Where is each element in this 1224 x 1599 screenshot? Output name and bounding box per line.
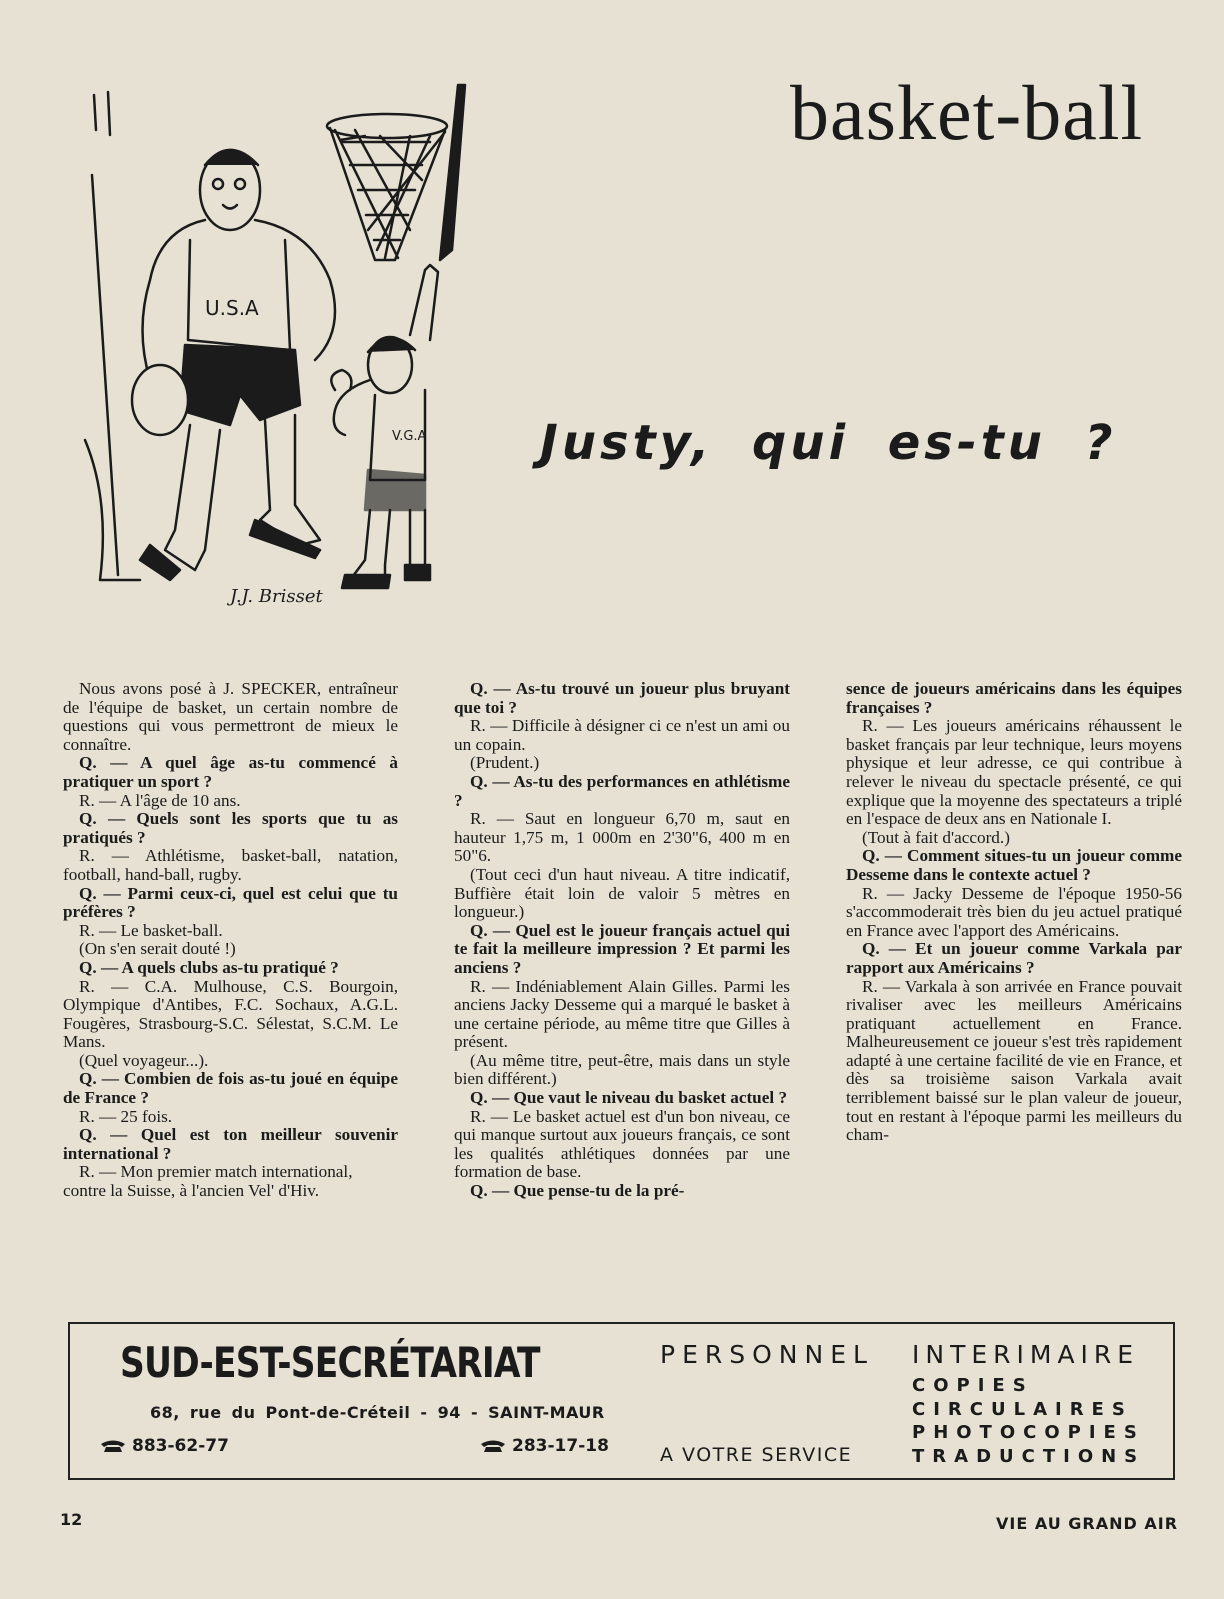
article-intro: Nous avons posé à J. SPECKER, entraîneur de l'équipe de basket, un certain nombre de questions qui vous permettront de mieux le connaître.: [63, 679, 398, 754]
interview-question: Q. — Comment situes-tu un joueur comme Desseme dans le contexte actuel ?: [846, 846, 1182, 884]
ad-service-item: TRADUCTIONS: [912, 1445, 1146, 1467]
interview-question: Q. — Que vaut le niveau du basket actuel ?: [470, 1088, 788, 1108]
interview-answer: (Quel voyageur...).: [79, 1050, 209, 1070]
ad-company-name: SUD-EST-SECRÉTARIAT: [120, 1338, 540, 1387]
ad-phone-2-number: 283-17-18: [512, 1436, 609, 1456]
ad-interimaire: INTERIMAIRE: [912, 1340, 1140, 1369]
page-number: 12: [60, 1510, 83, 1529]
interview-answer: R. — Difficile à désigner ci ce n'est un ami ou un copain.: [454, 716, 790, 754]
jersey-text-vga: V.G.A: [392, 429, 427, 444]
interview-question: Q. — Quels sont les sports que tu as pratiqués ?: [63, 809, 398, 847]
interview-question: Q. — Quel est le joueur français actuel qui te fait la meilleure impression ? Et parmi les anciens ?: [454, 920, 790, 977]
article-column-3: [846, 680, 1182, 1145]
telephone-icon: [480, 1439, 506, 1453]
interview-answer: R. — Varkala à son arrivée en France pouvait rivaliser avec les meilleurs Américains pratiquant actuellement en France. Malheureusement ce joueur s'est très rapidement adapté à une certaine facilité de vie en France, et dès sa troisième saison Varkala avait terriblement baissé sur le plan valeur de joueur, tout en restant à l'époque parmi les meilleurs du cham-: [846, 976, 1182, 1145]
interview-question: sence de joueurs américains dans les équipes françaises ?: [846, 679, 1182, 717]
interview-answer: R. — 25 fois.: [79, 1106, 173, 1126]
article-column-2: [454, 680, 790, 1201]
interview-question: Q. — A quels clubs as-tu pratiqué ?: [79, 957, 339, 977]
ad-personnel: PERSONNEL: [660, 1340, 874, 1369]
interview-question: Q. — Quel est ton meilleur souvenir international ?: [63, 1125, 398, 1163]
interview-answer: R. — Le basket actuel est d'un bon niveau, ce qui manque surtout aux joueurs français, ce sont les qualités athlétiques données par une formation de base.: [454, 1106, 790, 1182]
ad-service-item: CIRCULAIRES: [912, 1398, 1133, 1420]
interview-question: Q. — Que pense-tu de la pré-: [470, 1181, 685, 1201]
jersey-text-usa: U.S.A: [205, 296, 259, 320]
interview-question: Q. — As-tu des performances en athlétisme ?: [454, 771, 790, 810]
ad-service-item: PHOTOCOPIES: [912, 1422, 1145, 1443]
interview-answer: R. — Indéniablement Alain Gilles. Parmi les anciens Jacky Desseme qui a marqué le basket à une certaine période, au même titre que Gilles à présent.: [454, 976, 790, 1052]
interview-question: Q. — Et un joueur comme Varkala par rapport aux Américains ?: [846, 939, 1182, 977]
interview-answer: R. — Les joueurs américains réhaussent le basket français par leur technique, leurs moyens physique et leur adresse, ce qui contribue à relever le niveau du spectacle présenté, ce qui explique que la moyenne des spectateurs a triplé en l'espace de deux ans en Nationale I.: [846, 716, 1182, 829]
interview-answer: R. — Le basket-ball.: [79, 920, 223, 940]
headline: Justy, qui es-tu ?: [540, 415, 1117, 471]
section-title: basket-ball: [790, 69, 1144, 156]
interview-answer: (Au même titre, peut-être, mais dans un style bien différent.): [454, 1050, 790, 1089]
ad-service-item: COPIES: [912, 1375, 1034, 1396]
artist-signature: J.J. Brisset: [230, 586, 323, 607]
interview-answer: (Tout ceci d'un haut niveau. A titre indicatif, Buffière était loin de valoir 5 mètres en longueur.): [454, 864, 790, 922]
ad-phone-2: [480, 1436, 609, 1456]
article-column-1: [63, 680, 398, 1201]
interview-answer: R. — Mon premier match international, contre la Suisse, à l'ancien Vel' d'Hiv.: [63, 1162, 353, 1201]
interview-answer: (Tout à fait d'accord.): [862, 827, 1010, 847]
interview-question: Q. — A quel âge as-tu commencé à pratiquer un sport ?: [63, 753, 398, 791]
interview-answer: (On s'en serait douté !): [79, 939, 236, 959]
interview-question: Q. — As-tu trouvé un joueur plus bruyant que toi ?: [454, 679, 790, 717]
interview-question: Q. — Combien de fois as-tu joué en équipe de France ?: [63, 1069, 398, 1108]
ad-phone-1-number: 883-62-77: [132, 1436, 229, 1456]
ad-address: 68, rue du Pont-de-Créteil - 94 - SAINT-MAUR: [150, 1403, 605, 1422]
basketball-cartoon-illustration: [80, 80, 480, 630]
telephone-icon: [100, 1439, 126, 1453]
interview-answer: R. — A l'âge de 10 ans.: [79, 790, 241, 810]
ad-services-list: [912, 1374, 1145, 1468]
interview-answer: (Prudent.): [470, 753, 540, 773]
interview-answer: R. — Jacky Desseme de l'époque 1950-56 s'accommoderait très bien du jeu actuel pratiqué en France avec l'apport des Américains.: [846, 883, 1182, 940]
magazine-name: VIE AU GRAND AIR: [996, 1514, 1179, 1533]
interview-answer: R. — C.A. Mulhouse, C.S. Bourgoin, Olympique d'Antibes, F.C. Sochaux, A.G.L. Fougères, Strasbourg-S.C. Sélestat, S.C.M. Le Mans.: [63, 976, 398, 1052]
interview-question: Q. — Parmi ceux-ci, quel est celui que tu préfères ?: [63, 883, 398, 922]
interview-answer: R. — Athlétisme, basket-ball, natation, football, hand-ball, rugby.: [63, 846, 398, 884]
ad-service-line: A VOTRE SERVICE: [660, 1444, 853, 1466]
ad-phone-1: [100, 1436, 229, 1456]
interview-answer: R. — Saut en longueur 6,70 m, saut en hauteur 1,75 m, 1 000m en 2'30"6, 400 m en 50"6.: [454, 809, 790, 866]
